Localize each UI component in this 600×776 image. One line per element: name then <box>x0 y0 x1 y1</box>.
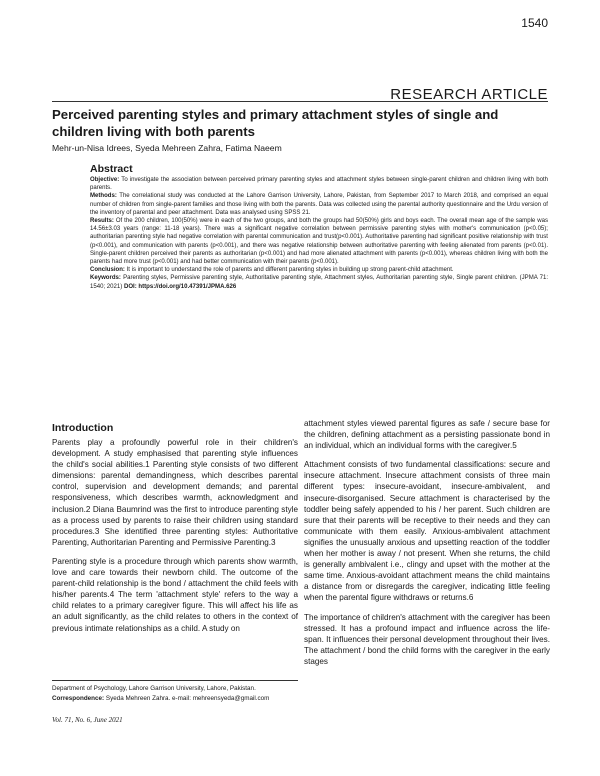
correspondence: Correspondence: Syeda Mehreen Zahra. e-mail: mehreensyeda@gmail.com <box>52 695 270 702</box>
abstract-methods: Methods: The correlational study was conducted at the Lahore Garrison University, Lahore, Pakistan, from September 2017 to March 2018, and comprised an equal number of children from single-parent families and those living with both the parents. Data was collected using the parental authority questionnaire and the Urdu version of the inventory of parental and peer attachment. Data was analysed using SPSS 21. <box>90 193 548 216</box>
abstract-heading: Abstract <box>90 163 133 175</box>
journal-footer: Vol. 71, No. 6, June 2021 <box>52 716 123 724</box>
left-column <box>52 418 298 642</box>
article-type-label: RESEARCH ARTICLE <box>390 86 548 103</box>
footnote-rule <box>52 680 298 681</box>
article-title: Perceived parenting styles and primary attachment styles of single and children living with both parents <box>52 107 499 139</box>
abstract-objective: Objective: To investigate the association between perceived primary parenting styles and attachment styles between single-parent children and children living with both parents. <box>90 177 548 192</box>
right-column <box>304 418 550 675</box>
abstract-results: Results: Of the 200 children, 100(50%) were in each of the two groups, and both the groups had 50(50%) girls and boys each. The overall mean age of the sample was 14.56±3.03 years (range: 11-18 years). There was a significant negative correlation between permissive parenting styles with mother's communication (p<0.05); authoritarian parenting style had negative correlation with parental communication and trust(p<0.001). Authoritative parenting had significant positive relationship with trust (p<0.001), and communication with parents (p<0.001), and there was negative relationship between authoritative parenting with feeling alienated from parents (p<0.01). Single-parent children perceived their parents as authoritarian (p<0.001) and had more alienated attachment with parents (p<0.001), whereas children living with both the parents had more trust (p<0.001) and had better communication with their parents (p<0.001). <box>90 218 548 266</box>
intro-paragraph-2: Parenting style is a procedure through which parents show warmth, love and care towards their newborn child. The outcome of the parent-child relationship is the bond / attachment the child feels with his/her parents.4 The term 'attachment style' refers to the way a child relates to a primary caregiver figure. This will affect his life as an adult significantly, as the child relates to others in the context of previous intimate relationships as a child. A study on <box>52 556 298 633</box>
abstract <box>90 163 548 291</box>
body-paragraph-2: Attachment consists of two fundamental classifications: secure and insecure attachment. Insecure attachment consists of three main different types: insecure-avoidant, insecure-ambivalent, and insecure-disorganised. Secure attachment is characterised by the toddler being safely appended to his / her parent. Such children are sure that their parents will be receptive to their needs and they can communicate with them easily. Anxious-ambivalent attachment signifies the unusually anxious and upsetting reaction of the toddler when her mother is away / not present. When she returns, the child is generally ambivalent i.e., clingy and upset with the mother at the same time. Anxious-avoidant attachment means the child maintains a distance from or disregards the caregiver, indicating little feeling when the parental figure withdraws or returns.6 <box>304 460 550 603</box>
abstract-keywords: Keywords: Parenting styles, Permissive parenting style, Authoritative parenting style, Attachment styles, Authoritarian parenting style, Single parent children. (JPMA 71: 1540; 2021) DOI: https://doi.org/10.47391/JPMA.626 <box>90 275 549 290</box>
introduction-heading: Introduction <box>52 422 114 434</box>
body-paragraph-3: The importance of children's attachment with the caregiver has been stressed. It has a profound impact and influence across the life-span. It influences their personal development throughout their lives. The attachment / bond the child forms with the caregiver in the early stages <box>304 612 550 666</box>
abstract-conclusion: Conclusion: It is important to understand the role of parents and different parenting styles in building up strong parent-child attachment. <box>90 267 454 274</box>
intro-paragraph-1: Parents play a profoundly powerful role in their children's development. A study emphasised that parenting style influences the child's social abilities.1 Parenting style consists of two different dimensions: parental demandingness, which describes parental control, supervision and development demands; and parental responsiveness, which describes warmth, acknowledgment and inclusion.2 Diana Baumrind was the first to introduce parenting style as a process used by parents to raise their children using standard procedures.3 She identified three parenting styles: Authoritative Parenting, Authoritarian Parenting and Permissive Parenting.3 <box>52 438 298 547</box>
footnotes <box>52 684 298 704</box>
authors: Mehr-un-Nisa Idrees, Syeda Mehreen Zahra, Fatima Naeem <box>52 143 282 153</box>
doi-link[interactable]: DOI: https://doi.org/10.47391/JPMA.626 <box>123 283 237 290</box>
affiliation: Department of Psychology, Lahore Garrison University, Lahore, Pakistan. <box>52 685 256 692</box>
body-paragraph-1: attachment styles viewed parental figures as safe / secure base for the children, defining attachment as a persisting passionate bond in an individual, which an individual forms with the caregiver.5 <box>304 419 550 451</box>
page-number: 1540 <box>521 16 548 30</box>
